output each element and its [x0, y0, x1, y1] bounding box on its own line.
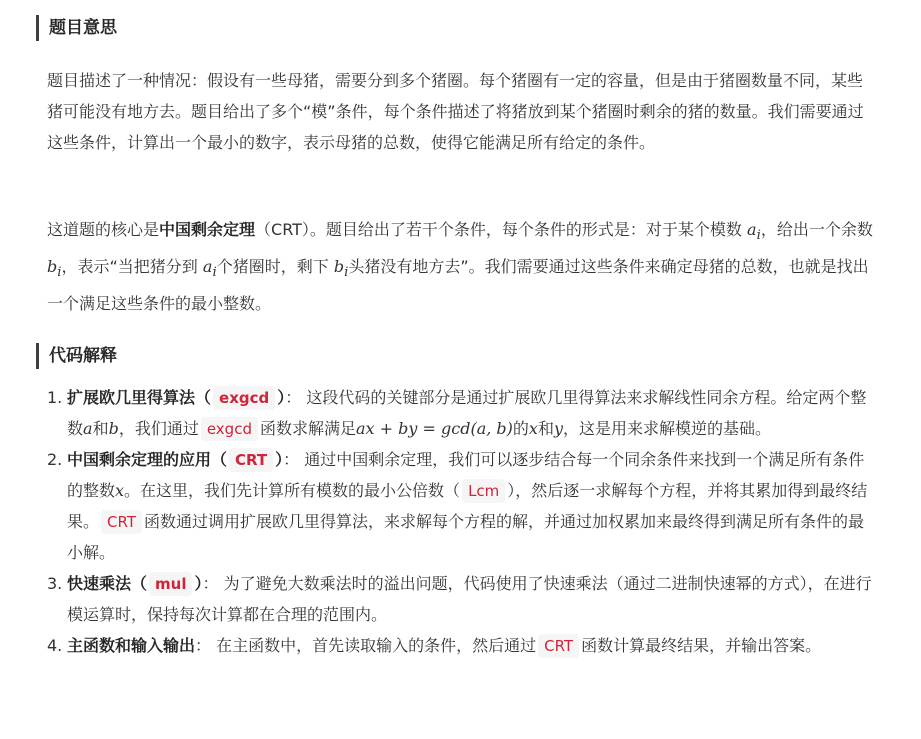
inline-code: exgcd: [201, 417, 258, 441]
section-heading-code: [36, 343, 117, 369]
paragraph-problem-description: 题目描述了一种情况：假设有一些母猪，需要分到多个猪圈。每个猪圈有一定的容量，但是由于猪圈数量不同，某些猪可能没有地方去。题目给出了多个“模”条件，每个条件描述了将猪放到某个猪圈时剩余的猪的数量。我们需要通过这些条件，计算出一个最小的数字，表示母猪的总数，使得它能满足所有给定的条件。: [47, 71, 864, 152]
section-heading-problem: [36, 15, 117, 41]
section-title: 题目意思: [49, 18, 117, 38]
inline-code: CRT: [101, 510, 142, 534]
section-title: 代码解释: [49, 346, 117, 366]
list-item-crt: 2. 中国剩余定理的应用（ CRT ）： 通过中国剩余定理，我们可以逐步结合每一个同余条件来找到一个满足所有条件的整数x。在这里，我们先计算所有模数的最小公倍数（ Lcm ），然后逐一求解每个方程，并将其累加得到最终结果。 CRT 函数通过调用扩展欧几里得算法，来求解每个方程的解，并通过加权累加来最终得到满足所有条件的最小解。: [47, 450, 868, 562]
inline-code: mul: [149, 572, 192, 596]
list-item-mul: 3. 快速乘法（ mul ）： 为了避免大数乘法时的溢出问题，代码使用了快速乘法（通过二进制快速幂的方式），在进行模运算时，保持每次计算都在合理的范围内。: [47, 574, 872, 624]
inline-code: Lcm: [462, 479, 505, 503]
list-item-exgcd: 1. 扩展欧几里得算法（ exgcd ）： 这段代码的关键部分是通过扩展欧几里得算法来求解线性同余方程。给定两个整数a和b，我们通过 exgcd 函数求解满足ax + by = gcd(a, b)的x和y，这是用来求解模逆的基础。: [47, 382, 877, 444]
inline-code: CRT: [229, 448, 273, 472]
inline-code: CRT: [538, 634, 579, 658]
inline-code: exgcd: [213, 386, 275, 410]
list-item-main: 4. 主函数和输入输出： 在主函数中，首先读取输入的条件，然后通过 CRT 函数计算最终结果，并输出答案。: [47, 630, 877, 661]
paragraph-crt-core: 这道题的核心是中国剩余定理（CRT）。题目给出了若干个条件，每个条件的形式是：对于某个模数 $a_i$，给出一个余数 $b_i$，表示“当把猪分到 $a_i$个猪圈时，剩下 $b_i$头猪没有地方去”。我们需要通过这些条件来确定母猪的总数，也就是找出一个满足这些条件的最小整数。: [47, 220, 873, 314]
code-explanation-list: [47, 382, 877, 661]
